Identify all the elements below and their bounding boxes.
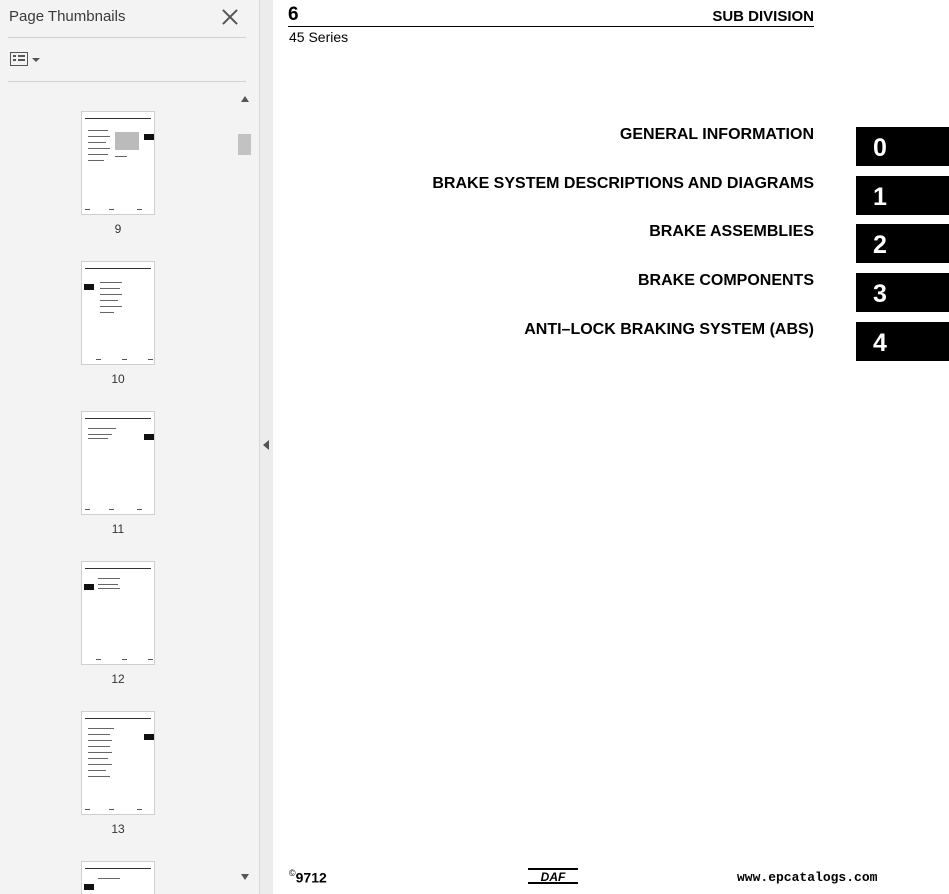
division-number: 6: [288, 4, 299, 25]
footer-code: ©9712: [289, 868, 327, 886]
section-tab-number: 3: [873, 280, 887, 308]
page-thumbnail-9[interactable]: [81, 111, 155, 215]
section-tab-number: 4: [873, 329, 887, 357]
page-thumbnail-14[interactable]: [81, 861, 155, 894]
section-tab-number: 2: [873, 231, 887, 259]
section-tab-3[interactable]: [856, 273, 949, 312]
divider: [8, 37, 246, 38]
series-label: 45 Series: [289, 29, 349, 45]
thumbnail-options-button[interactable]: [10, 50, 44, 70]
section-tab-number: 0: [873, 134, 887, 162]
page-heading: SUB DIVISION: [712, 8, 814, 25]
page-thumbnails-panel: [0, 0, 259, 894]
page-thumbnail-12[interactable]: [81, 561, 155, 665]
footer-url[interactable]: www.epcatalogs.com: [737, 870, 878, 885]
section-label[interactable]: ANTI–LOCK BRAKING SYSTEM (ABS): [524, 321, 814, 338]
logo-text: DAF: [540, 870, 566, 884]
thumbnail-page-number: 10: [111, 372, 125, 386]
page-thumbnail-11[interactable]: [81, 411, 155, 515]
collapse-panel-icon[interactable]: [263, 440, 269, 450]
page-thumbnail-13[interactable]: [81, 711, 155, 815]
thumbnail-page-number: 11: [111, 522, 125, 536]
section-label[interactable]: BRAKE COMPONENTS: [637, 272, 814, 289]
thumbnail-scrollbar[interactable]: [237, 90, 253, 894]
scrollbar-thumb[interactable]: [238, 134, 251, 155]
list-icon: [10, 52, 28, 66]
section-label[interactable]: GENERAL INFORMATION: [619, 126, 814, 143]
panel-splitter[interactable]: [259, 0, 274, 894]
divider: [8, 81, 246, 82]
section-label[interactable]: BRAKE ASSEMBLIES: [649, 223, 814, 240]
section-tab-0[interactable]: [856, 127, 949, 166]
chevron-down-icon: [32, 58, 40, 62]
thumbnail-page-number: 12: [111, 672, 125, 686]
section-tab-4[interactable]: [856, 322, 949, 361]
header-rule: [288, 26, 814, 27]
document-page: [273, 0, 949, 894]
thumbnail-page-number: 9: [114, 222, 122, 236]
section-tab-2[interactable]: [856, 224, 949, 263]
panel-title: Page Thumbnails: [9, 8, 126, 25]
daf-logo: [528, 868, 578, 884]
close-icon[interactable]: [218, 5, 242, 29]
section-tab-number: 1: [873, 183, 887, 211]
thumbnail-list: [0, 90, 236, 894]
thumbnail-page-number: 13: [111, 822, 125, 836]
scroll-up-icon[interactable]: [241, 96, 249, 102]
page-thumbnail-10[interactable]: [81, 261, 155, 365]
scroll-down-icon[interactable]: [241, 874, 249, 880]
section-tab-1[interactable]: [856, 176, 949, 215]
section-label[interactable]: BRAKE SYSTEM DESCRIPTIONS AND DIAGRAMS: [432, 175, 814, 192]
